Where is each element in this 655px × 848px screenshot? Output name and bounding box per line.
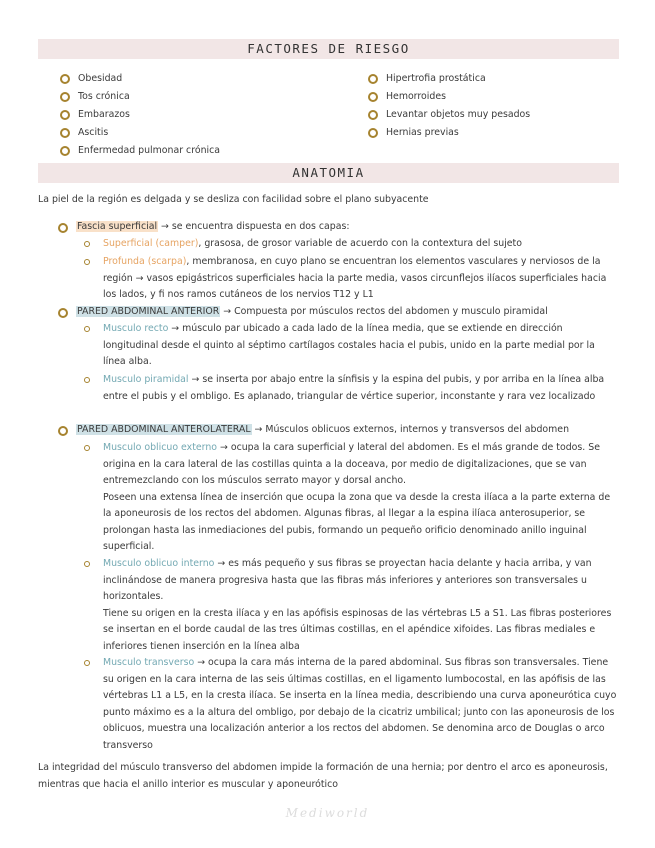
profunda-term: Profunda (scarpa) <box>103 256 187 267</box>
recto-term: Musculo recto <box>103 323 169 334</box>
sub-bullet-icon <box>84 445 90 451</box>
piramidal-text: → se inserta por abajo entre la sínfisis y la espina del pubis, y por arriba en la línea alba entre el pubis y el ombligo. Es aplanado, triangular de vértice superior, inconstante y rara vez localizado <box>103 374 605 402</box>
oblicuo-interno-text: → es más pequeño y sus fibras se proyectan hacia delante y hacia arriba, y van inclinándose de manera progresiva hasta que las fibras más inferiores y anteriores son transversales u horizontales. <box>103 558 592 602</box>
anatomy-title: ANATOMIA <box>38 163 619 183</box>
superficial-term: Superficial (camper) <box>103 238 199 249</box>
anterior-wall-item <box>58 304 620 321</box>
bullet-icon <box>58 308 68 318</box>
anterolateral-wall-text: → Músculos oblicuos externos, internos y transversos del abdomen <box>251 424 570 435</box>
bullet-icon <box>368 74 378 84</box>
sub-bullet-icon <box>84 259 90 265</box>
list-item: Embarazos <box>60 106 220 124</box>
piramidal-muscle-item <box>84 372 620 405</box>
superficial-text: , grasosa, de grosor variable de acuerdo con la contextura del sujeto <box>198 238 522 249</box>
anterolateral-wall-item <box>58 422 620 439</box>
oblicuo-interno-text-2: Tiene su origen en la cresta ilíaca y en las apófisis espinosas de las vértebras L5 a S1. Las fibras posteriores se insertan en el borde caudal de las tres últimas costillas, en el apéndice xifoides. Las fibras mediales e inferiores tienen inserción en la línea alba <box>103 607 612 652</box>
bullet-icon <box>58 223 68 233</box>
watermark: Mediworld <box>285 806 370 820</box>
sub-bullet-icon <box>84 377 90 383</box>
bullet-icon <box>368 92 378 102</box>
transverso-item <box>84 655 620 754</box>
anatomy-conclusion: La integridad del músculo transverso del abdomen impide la formación de una hernia; por dentro el arco es aponeurosis, mientras que hacia el anillo interior es muscular y aponeurótico <box>38 762 608 790</box>
profunda-layer-item <box>84 254 620 304</box>
oblicuo-externo-item <box>84 440 620 556</box>
list-item: Enfermedad pulmonar crónica <box>60 142 220 160</box>
anterior-wall-text: → Compuesta por músculos rectos del abdomen y musculo piramidal <box>220 306 548 317</box>
anterolateral-wall-term: PARED ABDOMINAL ANTEROLATERAL <box>77 424 251 435</box>
superficial-layer-item <box>84 236 620 253</box>
list-item: Hemorroides <box>368 88 530 106</box>
sub-bullet-icon <box>84 326 90 332</box>
bullet-icon <box>60 74 70 84</box>
bullet-icon <box>60 146 70 156</box>
piramidal-term: Musculo piramidal <box>103 374 189 385</box>
oblicuo-externo-text: → ocupa la cara superficial y lateral del abdomen. Es el más grande de todos. Se origina en la cara lateral de las costillas quinta a la doceava, por medio de digitalizaciones, que se van entremezclando con los músculos serrato mayor y dorsal ancho. <box>103 442 600 486</box>
bullet-icon <box>60 92 70 102</box>
list-item: Hernias previas <box>368 124 530 142</box>
transverso-text: → ocupa la cara más interna de la pared abdominal. Sus fibras son transversales. Tiene su origen en la cara interna de las seis últimas costillas, en el ligamento lumbocostal, en las apófisis de las vértebras L1 a L5, en la cresta ilíaca. Se inserta en la línea media, describiendo una curva aponeurótica cuyo punto máximo es a la altura del ombligo, por debajo de la cicatriz umbilical; junto con las aponeurosis de los oblicuos, muestra una localización anterior a los rectos del abdomen. Se denomina arco de Douglas o arco transverso <box>103 657 617 751</box>
list-item: Levantar objetos muy pesados <box>368 106 530 124</box>
oblicuo-externo-term: Musculo oblicuo externo <box>103 442 218 453</box>
list-item: Obesidad <box>60 70 220 88</box>
profunda-text: , membranosa, en cuyo plano se encuentran los elementos vasculares y nerviosos de la región → vasos epigástricos superficiales hacia la parte media, vasos circunflejos ilíacos superficiales hacia los lados, y fi nos ramos cutáneos de los nervios T12 y L1 <box>103 256 607 300</box>
oblicuo-interno-term: Musculo oblicuo interno <box>103 558 215 569</box>
bullet-icon <box>368 110 378 120</box>
list-item: Tos crónica <box>60 88 220 106</box>
recto-muscle-item <box>84 321 620 371</box>
bullet-icon <box>58 426 68 436</box>
oblicuo-externo-text-2: Poseen una extensa línea de inserción que ocupa la zona que va desde la cresta ilíaca a la parte externa de la aponeurosis de los rectos del abdomen. Algunas fibras, al llegar a la espina ilíaca anterosuperior, se prolongan hasta las inmediaciones del pubis, formando un pequeño orificio denominado anillo inguinal superficial. <box>103 491 611 552</box>
risk-column-2 <box>368 70 530 142</box>
oblicuo-interno-item <box>84 556 620 655</box>
sub-bullet-icon <box>84 660 90 666</box>
transverso-term: Musculo transverso <box>103 657 195 668</box>
list-item: Ascitis <box>60 124 220 142</box>
list-item: Hipertrofia prostática <box>368 70 530 88</box>
fascia-text: → se encuentra dispuesta en dos capas: <box>158 221 350 232</box>
fascia-term: Fascia superficial <box>77 221 158 232</box>
sub-bullet-icon <box>84 561 90 567</box>
sub-bullet-icon <box>84 241 90 247</box>
bullet-icon <box>368 128 378 138</box>
bullet-icon <box>60 110 70 120</box>
bullet-icon <box>60 128 70 138</box>
recto-text: → músculo par ubicado a cada lado de la línea media, que se extiende en dirección longitudinal desde el quinto al séptimo cartílagos costales hacia el pubis, unido en la parte medial por la línea alba. <box>103 323 595 367</box>
risk-column-1 <box>60 70 220 160</box>
anterior-wall-term: PARED ABDOMINAL ANTERIOR <box>77 306 220 317</box>
risk-factors-title: FACTORES DE RIESGO <box>38 39 619 59</box>
anatomy-intro: La piel de la región es delgada y se desliza con facilidad sobre el plano subyacente <box>38 194 429 205</box>
fascia-item <box>58 219 620 236</box>
